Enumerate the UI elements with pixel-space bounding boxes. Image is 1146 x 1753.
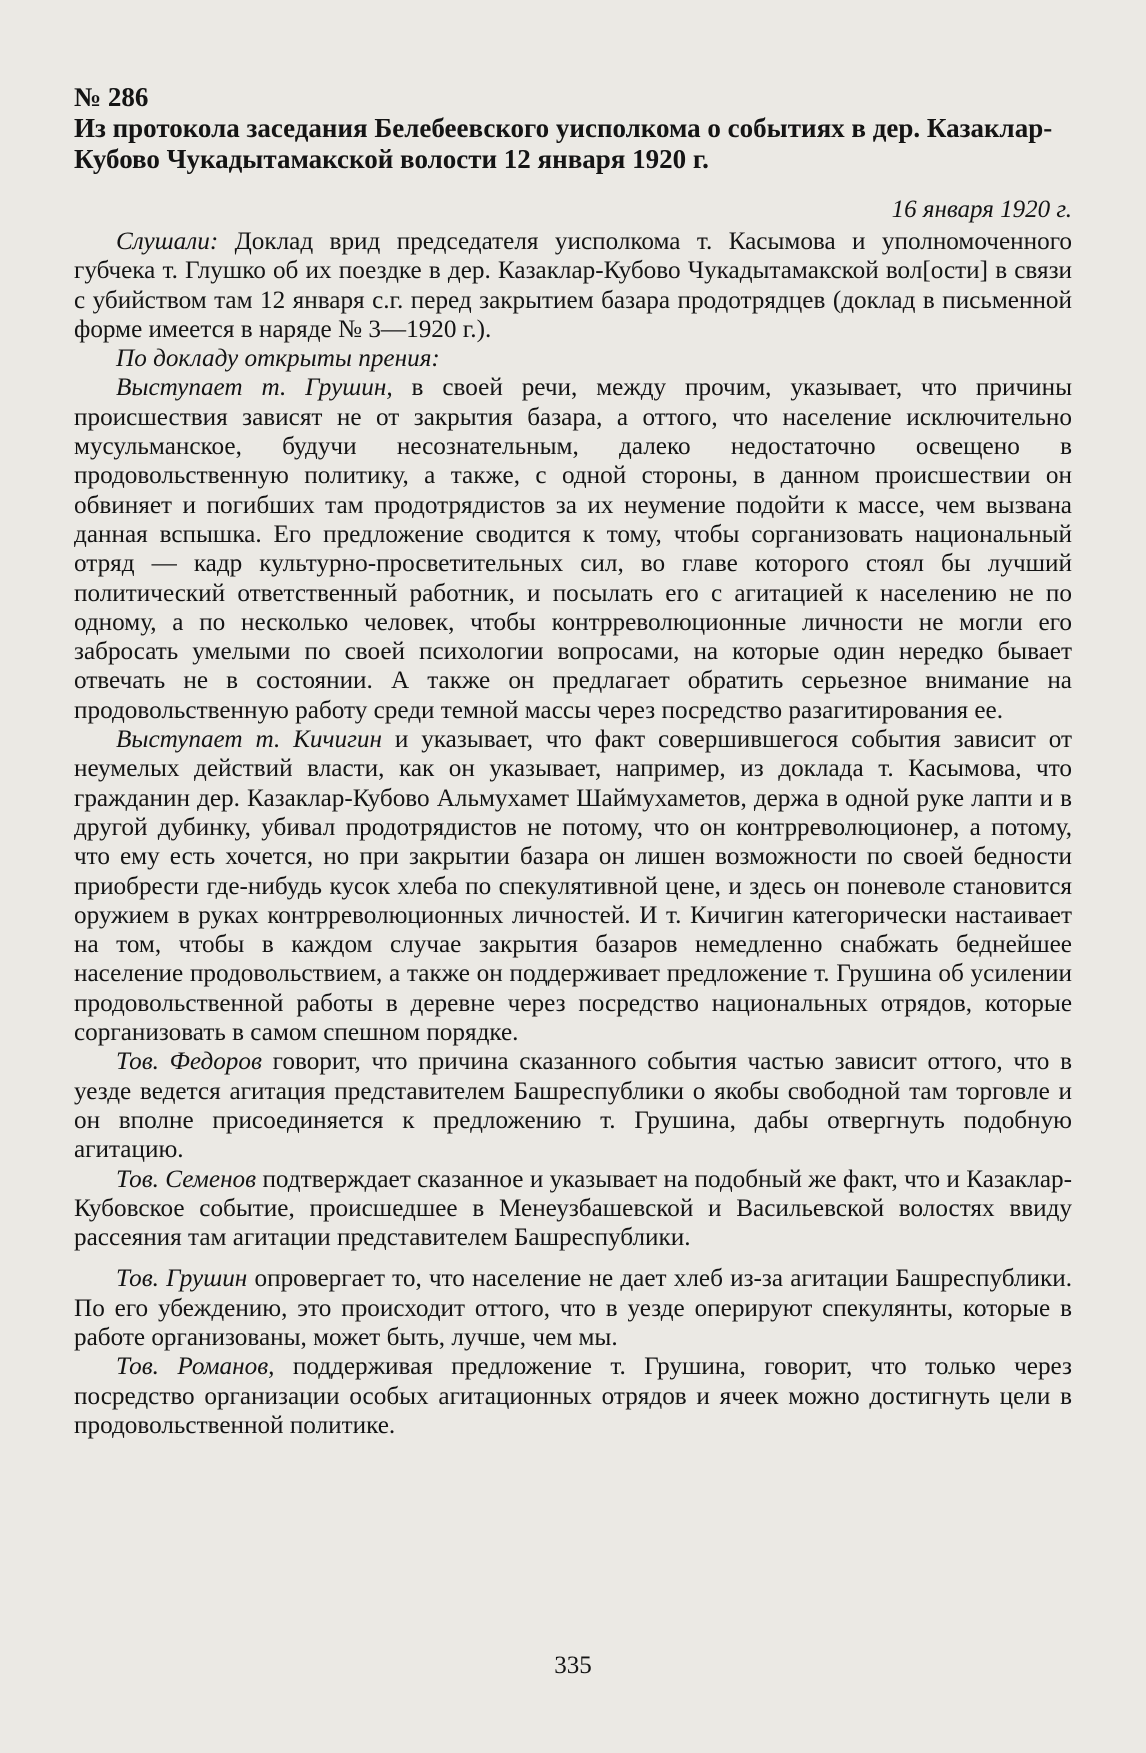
paragraph-label: Выступает т. Кичигин: [116, 726, 382, 754]
paragraph-romanov-speech: [74, 1352, 1072, 1440]
document-title: Из протокола заседания Белебеевского уисполкома о событиях в дер. Казаклар-Кубово Чукадытамакской волости 12 января 1920 г.: [74, 113, 1053, 174]
paragraph-text: говорит, что причина сказанного события частью зависит оттого, что в уезде ведется агитация представителем Башреспублики о якобы свободной там торговле и он вполне присоединяется к предложению т. Грушина, дабы отвергнуть подобную агитацию.: [74, 1048, 1072, 1164]
paragraph-label: Тов. Грушин: [116, 1265, 248, 1293]
paragraph-fedorov-speech: [74, 1047, 1072, 1164]
paragraph-label: Выступает т. Грушин,: [116, 374, 393, 402]
paragraph-label: Тов. Федоров: [116, 1048, 262, 1076]
paragraph-label: Слушали:: [116, 228, 219, 255]
paragraph-text: поддерживая предложение т. Грушина, говорит, что только через посредство организации особых агитационных отрядов и ячеек можно достигнуть цели в продовольственной политике.: [74, 1353, 1072, 1439]
paragraph-semenov-speech: [74, 1165, 1072, 1253]
paragraph-text: и указывает, что факт совершившегося события зависит от неумелых действий власти, как он указывает, например, из доклада т. Касымова, что гражданин дер. Казаклар-Кубово Альмухамет Шаймухаметов, держа в одной руке лапти и в другой дубинку, убивал продотрядистов не потому, что он контрреволюционер, а потому, что ему есть хочется, но при закрытии базара он лишен возможности по своей бедности приобрести где-нибудь кусок хлеба по спекулятивной цене, и здесь он поневоле становится оружием в руках контрреволюционных личностей. И т. Кичигин категорически настаивает на том, чтобы в каждом случае закрытия базаров немедленно снабжать беднейшее население продовольствием, а также он поддерживает предложение т. Грушина об усилении продовольственной работы в деревне через посредство национальных отрядов, которые сорганизовать в самом спешном порядке.: [74, 726, 1072, 1047]
paragraph-label: Тов. Романов,: [116, 1353, 275, 1381]
paragraph-text: в своей речи, между прочим, указывает, что причины происшествия зависят не от закрытия базара, а оттого, что население исключительно мусульманское, будучи несознательным, далеко недостаточно освещено в продовольственную политику, а также, с одной стороны, в данном происшествии он обвиняет и погибших там продотрядистов за их неумение подойти к массе, чем вызвана данная вспышка. Его предложение сводится к тому, чтобы сорганизовать национальный отряд — кадр культурно-просветительных сил, во главе которого стоял бы лучший политический ответственный работник, и посылать его с агитацией к населению не по одному, а по несколько человек, чтобы контрреволюционные личности не могли его забросать умелыми по своей психологии вопросами, на которые один нередко бывает отвечать не в состоянии. А также он предлагает обратить серьезное внимание на продовольственную работу среди темной массы через посредство разагитирования ее.: [74, 374, 1072, 724]
page-number: 335: [554, 1652, 592, 1679]
paragraph-heard: [74, 227, 1072, 344]
document-date: 16 января 1920 г.: [891, 196, 1072, 223]
paragraph-text: подтверждает сказанное и указывает на подобный же факт, что и Казаклар-Кубовское событие, происшедшее в Менеузбашевской и Васильевской волостях ввиду рассеяния там агитации представителем Башреспублики.: [74, 1165, 1072, 1252]
paragraph-debate-opened: [74, 344, 1072, 373]
paragraph-text: опровергает то, что население не дает хлеб из-за агитации Башреспублики. По его убеждению, это происходит оттого, что в уезде оперируют спекулянты, которые в работе организованы, может быть, лучше, чем мы.: [74, 1265, 1072, 1351]
document-number: № 286: [74, 82, 149, 112]
paragraph-label: По докладу открыты прения:: [116, 345, 440, 373]
paragraph-label: Тов. Семенов: [116, 1165, 257, 1193]
paragraph-grushin-speech: [74, 373, 1072, 725]
paragraph-kichigin-speech: [74, 725, 1072, 1047]
paragraph-text: Доклад врид председателя уисполкома т. Касымова и уполномоченного губчека т. Глушко об их поездке в дер. Казаклар-Кубово Чукадытамакской вол[ости] в связи с убийством там 12 января с.г. перед закрытием базара продотрядцев (доклад в письменной форме имеется в наряде № 3—1920 г.).: [74, 228, 1072, 343]
paragraph-grushin-reply: [74, 1264, 1072, 1352]
